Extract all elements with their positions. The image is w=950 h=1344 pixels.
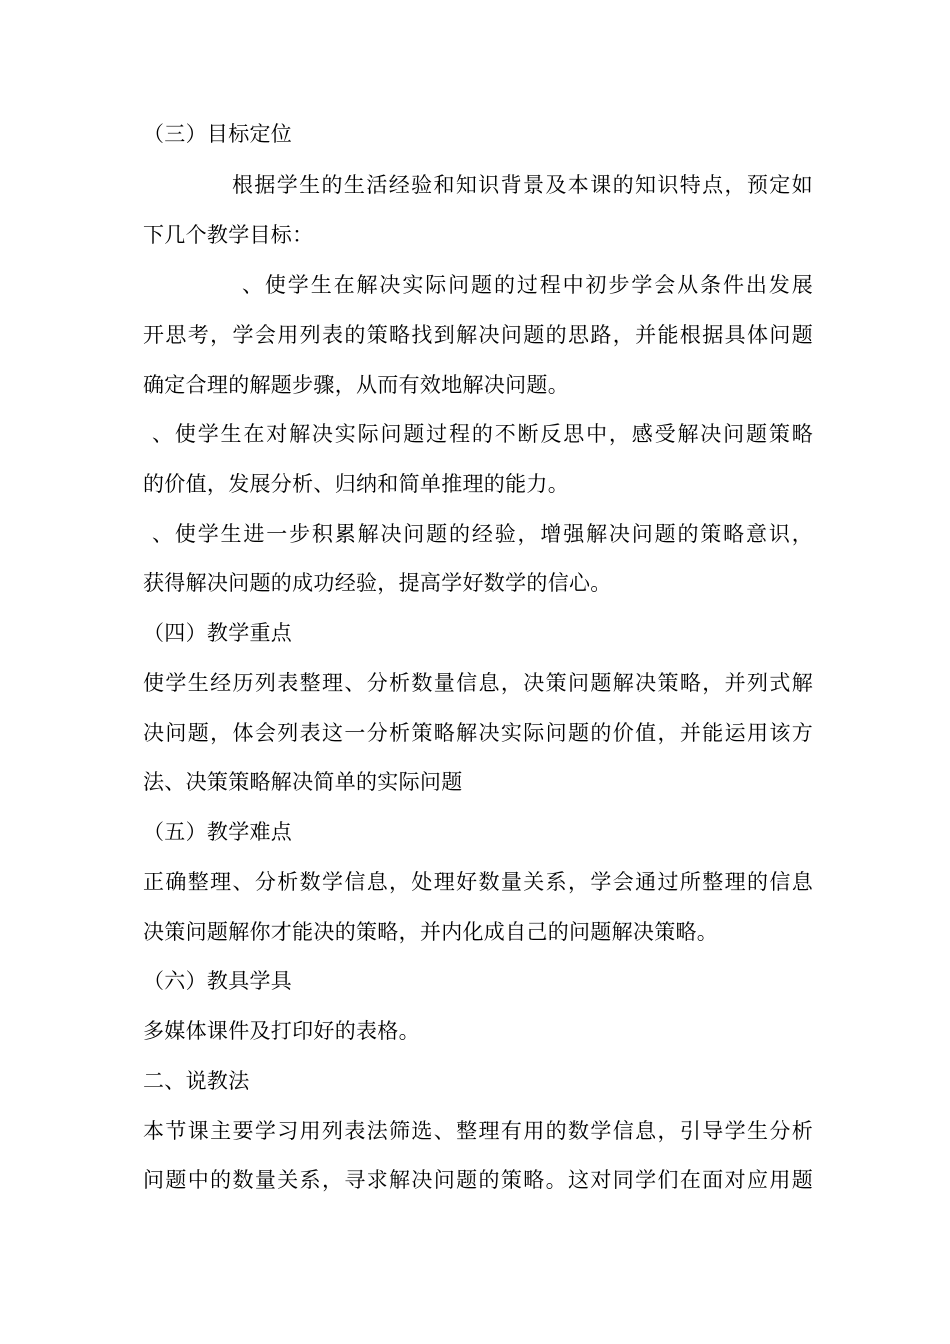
section-heading-goals: （三）目标定位 <box>143 122 293 146</box>
paragraph-line: 下几个教学目标： <box>143 223 314 247</box>
paragraph-line: 问题中的数量关系，寻求解决问题的策略。这对同学们在面对应用题 <box>143 1168 813 1192</box>
paragraph-line: 、使学生在对解决实际问题过程的不断反思中，感受解决问题策略 <box>152 422 813 446</box>
paragraph-line: 正确整理、分析数学信息，处理好数量关系，学会通过所整理的信息 <box>143 870 813 894</box>
paragraph-line: 多媒体课件及打印好的表格。 <box>143 1019 420 1043</box>
paragraph-line: 使学生经历列表整理、分析数量信息，决策问题解决策略，并列式解 <box>143 671 813 695</box>
section-heading-teaching-method: 二、说教法 <box>143 1069 250 1093</box>
paragraph-line: 开思考，学会用列表的策略找到解决问题的思路，并能根据具体问题 <box>143 323 813 347</box>
paragraph-line: 获得解决问题的成功经验，提高学好数学的信心。 <box>143 571 612 595</box>
section-heading-difficulties: （五）教学难点 <box>143 820 293 844</box>
paragraph-line: 、使学生进一步积累解决问题的经验，增强解决问题的策略意识， <box>152 522 813 546</box>
paragraph-line: 、使学生在解决实际问题的过程中初步学会从条件出发展 <box>242 273 813 297</box>
paragraph-line: 确定合理的解题步骤，从而有效地解决问题。 <box>143 373 569 397</box>
paragraph-line: 的价值，发展分析、归纳和简单推理的能力。 <box>143 472 569 496</box>
paragraph-line: 法、决策策略解决简单的实际问题 <box>143 770 463 794</box>
section-heading-teaching-aids: （六）教具学具 <box>143 969 293 993</box>
section-heading-key-points: （四）教学重点 <box>143 621 293 645</box>
paragraph-line: 根据学生的生活经验和知识背景及本课的知识特点，预定如 <box>232 173 813 197</box>
paragraph-line: 决问题，体会列表这一分析策略解决实际问题的价值，并能运用该方 <box>143 721 813 745</box>
paragraph-line: 决策问题解你才能决的策略，并内化成自己的问题解决策略。 <box>143 920 719 944</box>
paragraph-line: 本节课主要学习用列表法筛选、整理有用的数学信息，引导学生分析 <box>143 1119 813 1143</box>
